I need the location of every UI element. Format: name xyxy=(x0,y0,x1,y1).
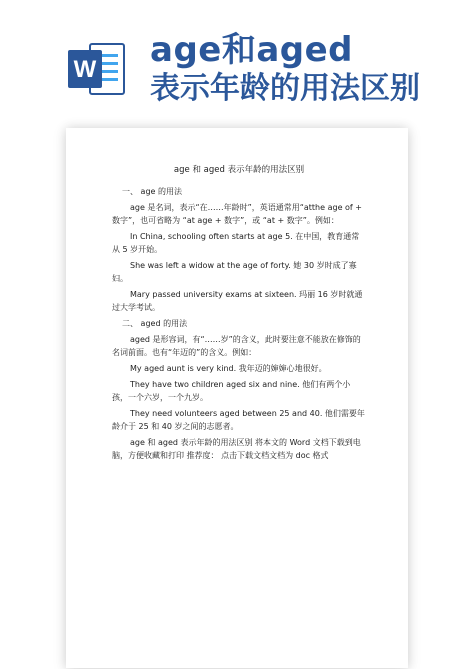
section-heading: 一、 age 的用法 xyxy=(122,187,182,196)
banner-title-line2: 表示年龄的用法区别 xyxy=(150,71,420,106)
paragraph: age 和 aged 表示年龄的用法区别 将本文的 Word 文档下载到电脑，方便收藏和打印 推荐度： 点击下载文档文档为 doc 格式 xyxy=(112,438,361,460)
section-heading: 二、 aged 的用法 xyxy=(122,319,188,328)
paragraph: She was left a widow at the age of forty. 她 30 岁时成了寡妇。 xyxy=(112,261,357,283)
banner xyxy=(0,0,474,120)
paragraph: They need volunteers aged between 25 and 40. 他们需要年龄介于 25 和 40 岁之间的志愿者。 xyxy=(112,409,365,431)
word-logo-letter: W xyxy=(73,56,97,83)
paragraph: In China, schooling often starts at age 5. 在中国，教育通常从 5 岁开始。 xyxy=(112,232,360,254)
document-title: age 和 aged 表示年龄的用法区别 xyxy=(173,165,305,175)
document-page xyxy=(66,128,408,668)
document-paragraphs xyxy=(112,185,366,462)
word-icon xyxy=(68,38,126,100)
paragraph: Mary passed university exams at sixteen. 玛丽 16 岁时就通过大学考试。 xyxy=(112,290,363,312)
paragraph: My aged aunt is very kind. 我年迈的婶婶心地很好。 xyxy=(130,364,327,373)
paragraph: age 是名词，表示“在……年龄时”，英语通常用“atthe age of + 数字”，也可省略为 “at age + 数字”，或 “at + 数字”。例如： xyxy=(112,203,362,225)
banner-title xyxy=(150,30,470,108)
paragraph: They have two children aged six and nine. 他们有两个小孩，一个六岁，一个九岁。 xyxy=(112,380,351,402)
document-body xyxy=(112,164,366,465)
banner-title-line1: age和aged xyxy=(150,30,354,70)
paragraph: aged 是形容词，有“……岁”的含义，此时要注意不能放在修饰的名词前面。也有“年迈的”的含义。例如： xyxy=(112,335,361,357)
